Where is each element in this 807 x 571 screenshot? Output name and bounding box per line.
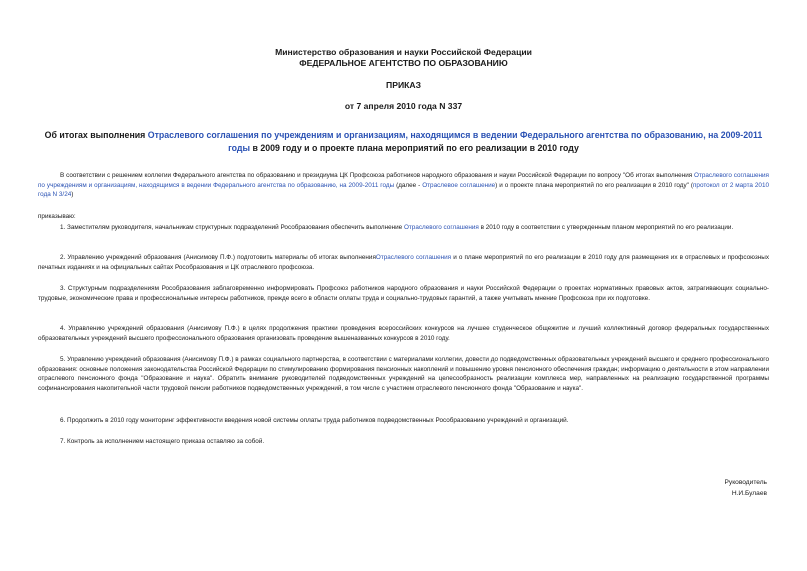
preamble-text: ) (71, 191, 74, 199)
order-item-2 (38, 253, 769, 272)
preamble-agreement-link[interactable]: Отраслевого соглашения по учреждениям и организациям, находящимся в ведении Федерального агентства по образованию, на 2009-2011 годы (38, 172, 769, 189)
order-item-4: 4. Управлению учреждений образования (Анисимову П.Ф.) в целях продолжения практики проведения всероссийских конкурсов на лучшее студенческое общежитие и лучший коллективный договор федеральных государственных образовательных учреждений высшего профессионального образования организовать проведение вышеназванных конкурсов в 2010 году. (38, 325, 769, 342)
document-type: ПРИКАЗ (386, 80, 421, 90)
preamble-short-agreement-link[interactable]: Отраслевое соглашение (422, 181, 496, 189)
order-item-text: в 2010 году в соответствии с утвержденным планом мероприятий по его реализации. (478, 224, 734, 231)
agency-name: ФЕДЕРАЛЬНОЕ АГЕНТСТВО ПО ОБРАЗОВАНИЮ (299, 58, 508, 68)
order-item-text: 2. Управлению учреждений образования (Анисимову П.Ф.) подготовить материалы об итогах выполнения (60, 254, 376, 261)
signatory-name: Н.И.Булаев (731, 489, 767, 497)
preamble-text: ) и о проекте плана мероприятий по его реализации в 2010 году" ( (495, 181, 693, 189)
document-date-number: от 7 апреля 2010 года N 337 (344, 101, 463, 111)
signature-block (725, 478, 767, 499)
protocol-link[interactable]: протокол от 2 марта 2010 года N 3/24 (38, 181, 769, 199)
order-item-text: 1. Заместителям руководителя, начальникам структурных подразделений Рособразования обеспечить выполнение (60, 224, 404, 231)
signatory-position: Руководитель (724, 479, 767, 486)
order-item-7: 7. Контроль за исполнением настоящего приказа оставляю за собой. (60, 438, 265, 445)
title-text-start: Об итогах выполнения (44, 130, 148, 140)
order-item-5: 5. Управлению учреждений образования (Анисимову П.Ф.) в рамках социального партнерства, в соответствии с материалами коллегии, довести до подведомственных образовательных учреждений высшего и среднего профессионального образования: основные положения законодательства Российской Федерации по стимулированию формирования пенсионных накоплений и повышению уровня пенсионного обеспечения граждан; информацию о деятельности в этом направлении отраслевого пенсионного фонда "Образование и наука". Обратить внимание руководителей подведомственных учреждений на целесообразность реализации комплекса мер, направленных на реализацию государственной программы софинансирования накопительной части трудовой пенсии работников подведомственных учреждений, в том числе с участием отраслевого пенсионного фонда "Образование и наука". (38, 356, 769, 392)
title-text-end: в 2009 году и о проекте плана мероприятий по его реализации в 2010 году (250, 142, 579, 153)
title-agreement-link[interactable]: Отраслевого соглашения по учреждениям и организациям, находящимся в ведении Федерального агентства по образованию, на 2009-2011 годы (147, 130, 763, 153)
orders-label: приказываю: (38, 213, 76, 220)
order-item-3: 3. Структурным подразделениям Рособразования заблаговременно информировать Профсоюз работников народного образования и науки Российской Федерации о проектах нормативных правовых актов, затрагивающих социально-трудовые, экономические права и профессиональные интересы работников, прежде всего в области оплаты труда и социально-трудовых гарантий, а также учитывать мнение Профсоюза при их подготовке. (38, 285, 769, 302)
preamble-paragraph (38, 171, 769, 200)
order-item-1 (38, 223, 769, 233)
document-title (40, 129, 767, 154)
order-item-text: и о плане мероприятий по его реализации в 2010 году для размещения их в отраслевых и профсоюзных печатных изданиях и на официальных сайтах Рособразования и ЦК отраслевого профсоюза. (38, 254, 770, 271)
preamble-text: В соответствии с решением коллегии Федерального агентства по образованию и президиума ЦК Профсоюза работников народного образования и науки Российской Федерации по вопросу "Об итогах выполнения (60, 172, 695, 179)
order-item-2-agreement-link[interactable]: Отраслевого соглашения (375, 254, 452, 261)
order-item-6: 6. Продолжить в 2010 году мониторинг эффективности введения новой системы оплаты труда работников подведомственных Рособразованию учреждений и организаций. (60, 417, 569, 424)
ministry-name: Министерство образования и науки Российской Федерации (275, 47, 532, 57)
preamble-text: (далее - (394, 181, 423, 189)
order-item-1-agreement-link[interactable]: Отраслевого соглашения (403, 224, 479, 231)
